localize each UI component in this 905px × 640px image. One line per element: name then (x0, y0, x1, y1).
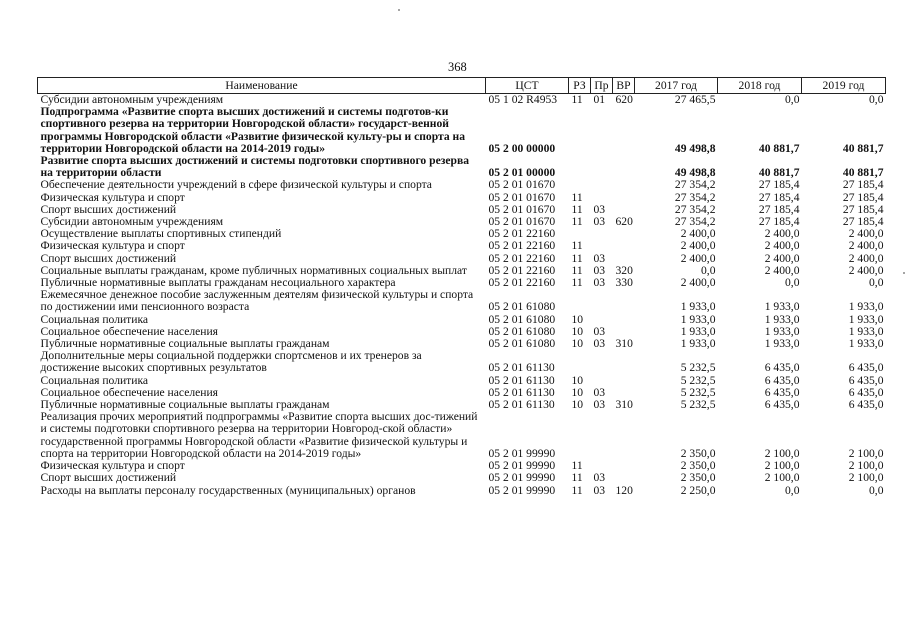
row-name: Социальное обеспечение населения (40, 385, 219, 399)
row-rz: 11 (571, 459, 583, 473)
row-2019: 2 100,0 (848, 459, 884, 473)
row-cst: 05 2 01 22160 (488, 276, 556, 290)
row-name: Ежемесячное денежное пособие заслуженным деятелям физической культуры и спорта по достижении ими пенсионного возраста (40, 288, 474, 314)
row-rz: 10 (571, 385, 584, 399)
row-name: Осуществление выплаты спортивных стипендий (40, 227, 282, 241)
row-2018: 0,0 (785, 93, 800, 106)
row-pr (591, 350, 613, 374)
row-2019: 40 881,7 (842, 141, 884, 155)
row-pr: 03 (593, 202, 606, 216)
row-cst: 05 1 02 R4953 (488, 93, 558, 106)
row-2018: 2 100,0 (764, 471, 800, 485)
row-2018: 1 933,0 (764, 324, 800, 338)
row-cst: 05 2 01 22160 (488, 251, 556, 265)
header-2018: 2018 год (718, 78, 802, 94)
row-2017: 2 400,0 (680, 239, 716, 253)
row-2017: 2 350,0 (680, 471, 716, 485)
row-2019: 2 100,0 (848, 471, 884, 485)
row-2018: 27 185,4 (758, 178, 800, 192)
row-2019: 1 933,0 (848, 300, 884, 314)
row-pr (591, 106, 613, 155)
row-name: Физическая культура и спорт (40, 190, 185, 204)
row-2019: 2 400,0 (848, 263, 884, 277)
row-2017: 27 354,2 (674, 178, 716, 192)
row-name: Социальные выплаты гражданам, кроме публичных нормативных социальных выплат (40, 263, 467, 277)
row-name: Подпрограмма «Развитие спорта высших достижений и системы подготов-ки спортивного резерва на территории Новгородской области» государст-венной программы Новгородской области «Развитие физической культу-ры и спорта на территории Новгородской области на 2014-2019 годы» (40, 105, 466, 155)
row-pr (591, 289, 613, 313)
row-rz: 11 (571, 215, 583, 229)
row-pr (591, 228, 613, 240)
row-2019: 1 933,0 (848, 337, 884, 351)
table-row (38, 289, 886, 313)
row-2017: 27 465,5 (674, 93, 716, 106)
table-body (38, 94, 886, 497)
row-2019: 6 435,0 (848, 361, 884, 375)
row-2017: 2 400,0 (680, 276, 716, 290)
row-2018: 2 400,0 (764, 227, 800, 241)
row-rz (569, 106, 591, 155)
table-row (38, 106, 886, 155)
row-pr: 03 (593, 398, 606, 412)
row-name: Спорт высших достижений (40, 251, 177, 265)
row-rz (569, 411, 591, 460)
row-2019: 40 881,7 (842, 166, 884, 180)
row-2017: 0,0 (701, 263, 716, 277)
row-2018: 6 435,0 (764, 385, 800, 399)
row-cst: 05 2 01 01670 (488, 178, 556, 192)
header-pr: Пр (591, 78, 613, 94)
row-pr (591, 240, 613, 252)
scan-dot (398, 9, 400, 11)
row-2018: 27 185,4 (758, 202, 800, 216)
table-row (38, 485, 886, 497)
row-vr (613, 240, 635, 252)
row-2019: 0,0 (869, 276, 884, 290)
row-rz: 11 (571, 483, 583, 497)
row-cst: 05 2 01 00000 (488, 166, 556, 180)
row-2018: 40 881,7 (758, 166, 800, 180)
row-vr (613, 472, 635, 484)
row-cst: 05 2 01 61130 (488, 373, 555, 387)
row-vr (613, 106, 635, 155)
table-row (38, 350, 886, 374)
row-vr: 310 (615, 398, 633, 412)
row-2017: 1 933,0 (680, 300, 716, 314)
row-vr: 330 (615, 276, 633, 290)
row-rz: 11 (571, 263, 583, 277)
row-2017: 2 350,0 (680, 459, 716, 473)
row-name: Публичные нормативные выплаты гражданам несоциального характера (40, 276, 396, 290)
row-2018: 2 400,0 (764, 239, 800, 253)
row-vr (613, 350, 635, 374)
header-cst: ЦСТ (486, 78, 569, 94)
row-name: Социальная политика (40, 312, 149, 326)
row-pr: 03 (593, 337, 606, 351)
row-2019: 2 400,0 (848, 239, 884, 253)
row-pr: 03 (593, 324, 606, 338)
row-rz: 11 (571, 239, 583, 253)
row-2019: 6 435,0 (848, 398, 884, 412)
table-row (38, 411, 886, 460)
row-vr: 120 (615, 483, 633, 497)
row-vr: 320 (615, 263, 633, 277)
row-2017: 5 232,5 (680, 373, 716, 387)
row-cst: 05 2 01 22160 (488, 263, 556, 277)
row-vr (613, 460, 635, 472)
row-cst: 05 2 01 99990 (488, 459, 556, 473)
row-pr (591, 192, 613, 204)
row-name: Развитие спорта высших достижений и системы подготовки спортивного резерва на территории области (40, 154, 470, 180)
row-rz: 10 (571, 324, 584, 338)
row-pr: 01 (593, 93, 606, 106)
row-cst: 05 2 01 61080 (488, 312, 556, 326)
header-rz: РЗ (569, 78, 591, 94)
row-name: Физическая культура и спорт (40, 459, 185, 473)
row-2017: 2 400,0 (680, 251, 716, 265)
row-2017: 5 232,5 (680, 385, 716, 399)
row-pr: 03 (593, 385, 606, 399)
row-cst: 05 2 01 61130 (488, 398, 555, 412)
row-name: Физическая культура и спорт (40, 239, 185, 253)
row-2018: 2 100,0 (764, 446, 800, 460)
row-cst: 05 2 01 22160 (488, 239, 556, 253)
row-2018: 2 100,0 (764, 459, 800, 473)
row-2019: 2 400,0 (848, 227, 884, 241)
row-name: Субсидии автономным учреждениям (40, 215, 224, 229)
row-2018: 6 435,0 (764, 361, 800, 375)
row-2017: 2 350,0 (680, 446, 716, 460)
row-2017: 49 498,8 (674, 141, 716, 155)
row-cst: 05 2 01 99990 (488, 483, 556, 497)
row-2019: 1 933,0 (848, 312, 884, 326)
page-number: 368 (448, 60, 467, 74)
row-rz: 11 (571, 276, 583, 290)
row-name: Расходы на выплаты персоналу государственных (муниципальных) органов (40, 483, 416, 497)
row-2017: 27 354,2 (674, 215, 716, 229)
row-cst: 05 2 01 99990 (488, 471, 556, 485)
row-vr: 620 (615, 93, 633, 106)
row-2018: 1 933,0 (764, 300, 800, 314)
row-vr (613, 289, 635, 313)
row-rz (569, 179, 591, 191)
row-rz (569, 155, 591, 179)
row-vr (613, 314, 635, 326)
row-rz (569, 289, 591, 313)
row-cst: 05 2 01 61130 (488, 385, 555, 399)
row-2017: 1 933,0 (680, 312, 716, 326)
row-2018: 40 881,7 (758, 141, 800, 155)
table-row (38, 472, 886, 484)
budget-table (37, 77, 886, 497)
row-2019: 2 400,0 (848, 251, 884, 265)
row-2019: 0,0 (869, 93, 884, 106)
row-2017: 2 250,0 (680, 483, 716, 497)
row-2018: 2 400,0 (764, 251, 800, 265)
row-2017: 2 400,0 (680, 227, 716, 241)
header-2017: 2017 год (635, 78, 718, 94)
row-vr (613, 155, 635, 179)
row-vr (613, 228, 635, 240)
table-header-row (38, 78, 886, 94)
row-pr (591, 179, 613, 191)
row-2017: 1 933,0 (680, 337, 716, 351)
row-vr (613, 253, 635, 265)
row-2018: 6 435,0 (764, 398, 800, 412)
table-row (38, 240, 886, 252)
row-rz: 11 (571, 202, 583, 216)
row-pr: 03 (593, 471, 606, 485)
row-cst: 05 2 01 22160 (488, 227, 556, 241)
row-2019: 1 933,0 (848, 324, 884, 338)
row-name: Публичные нормативные социальные выплаты гражданам (40, 398, 330, 412)
row-name: Социальная политика (40, 373, 149, 387)
row-rz: 10 (571, 373, 584, 387)
row-2019: 0,0 (869, 483, 884, 497)
row-rz: 11 (571, 190, 583, 204)
row-rz (569, 350, 591, 374)
table-row (38, 155, 886, 179)
row-name: Обеспечение деятельности учреждений в сфере физической культуры и спорта (40, 178, 432, 192)
row-name: Реализация прочих мероприятий подпрограммы «Развитие спорта высших дос-тижений и системы подготовки спортивного резерва на территории Новгород-ской области» государственной программы Новгородской области «Развитие физической культуры и спорта на территории Новгородской области на 2014-2019 годы» (40, 410, 478, 460)
row-2018: 1 933,0 (764, 312, 800, 326)
row-rz: 11 (571, 251, 583, 265)
row-rz: 11 (571, 93, 583, 106)
header-name: Наименование (38, 78, 486, 94)
row-2017: 5 232,5 (680, 398, 716, 412)
row-rz: 10 (571, 312, 584, 326)
table-row (38, 179, 886, 191)
row-2018: 1 933,0 (764, 337, 800, 351)
row-name: Дополнительные меры социальной поддержки спортсменов и их тренеров за достижение высоких спортивных результатов (40, 349, 422, 375)
row-vr: 620 (615, 215, 633, 229)
row-vr (613, 179, 635, 191)
row-2017: 49 498,8 (674, 166, 716, 180)
row-2019: 27 185,4 (842, 202, 884, 216)
row-2017: 5 232,5 (680, 361, 716, 375)
row-2018: 27 185,4 (758, 215, 800, 229)
row-pr: 03 (593, 263, 606, 277)
row-vr: 310 (615, 337, 633, 351)
row-pr: 03 (593, 483, 606, 497)
row-cst: 05 2 01 01670 (488, 215, 556, 229)
row-vr (613, 375, 635, 387)
row-cst: 05 2 01 61080 (488, 337, 556, 351)
row-2019: 27 185,4 (842, 215, 884, 229)
row-2017: 27 354,2 (674, 190, 716, 204)
row-vr (613, 192, 635, 204)
row-2019: 27 185,4 (842, 190, 884, 204)
row-2018: 2 400,0 (764, 263, 800, 277)
row-2017: 1 933,0 (680, 324, 716, 338)
row-cst: 05 2 01 99990 (488, 446, 556, 460)
row-cst: 05 2 00 00000 (488, 141, 556, 155)
row-cst: 05 2 01 61080 (488, 300, 556, 314)
row-cst: 05 2 01 61080 (488, 324, 556, 338)
table-row (38, 192, 886, 204)
row-2019: 6 435,0 (848, 373, 884, 387)
row-cst: 05 2 01 61130 (488, 361, 555, 375)
header-vr: ВР (613, 78, 635, 94)
row-name: Спорт высших достижений (40, 202, 177, 216)
row-vr (613, 411, 635, 460)
row-pr: 03 (593, 276, 606, 290)
row-pr: 03 (593, 215, 606, 229)
row-2018: 27 185,4 (758, 190, 800, 204)
row-pr (591, 155, 613, 179)
row-name: Спорт высших достижений (40, 471, 177, 485)
row-pr: 03 (593, 251, 606, 265)
row-cst: 05 2 01 01670 (488, 190, 556, 204)
row-2019: 6 435,0 (848, 385, 884, 399)
row-2018: 0,0 (785, 483, 800, 497)
row-rz: 11 (571, 471, 583, 485)
row-pr (591, 411, 613, 460)
row-2019: 2 100,0 (848, 446, 884, 460)
row-name: Публичные нормативные социальные выплаты гражданам (40, 337, 330, 351)
row-rz: 10 (571, 337, 584, 351)
row-2019: 27 185,4 (842, 178, 884, 192)
row-name: Субсидии автономным учреждениям (40, 93, 224, 106)
row-2018: 0,0 (785, 276, 800, 290)
header-2019: 2019 год (802, 78, 886, 94)
row-2018: 6 435,0 (764, 373, 800, 387)
row-2017: 27 354,2 (674, 202, 716, 216)
table-row (38, 253, 886, 265)
row-cst: 05 2 01 01670 (488, 202, 556, 216)
row-rz: 10 (571, 398, 584, 412)
row-name: Социальное обеспечение населения (40, 324, 219, 338)
